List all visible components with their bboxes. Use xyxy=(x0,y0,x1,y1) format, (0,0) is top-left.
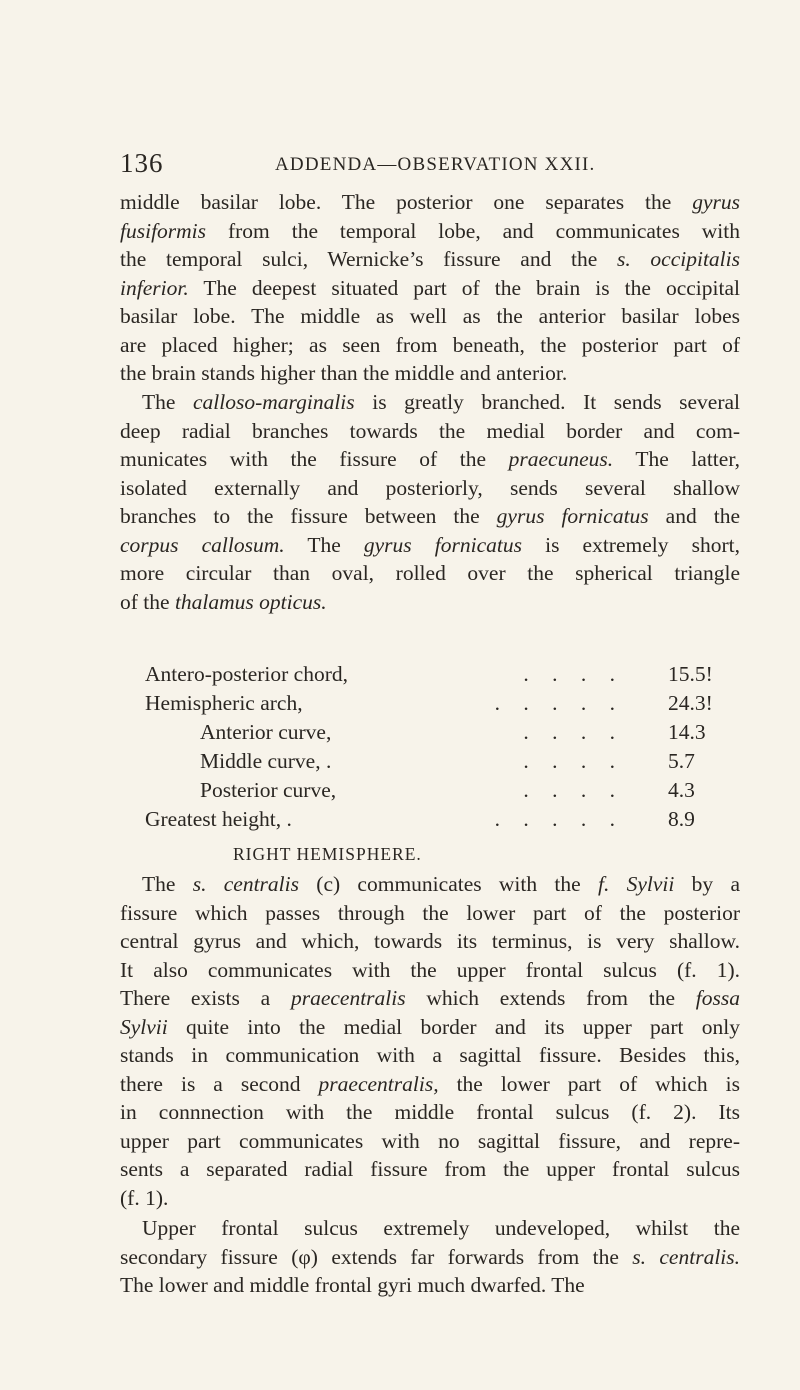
italic-term: gyrus fornicatus xyxy=(363,532,522,557)
text-run: quite into the medial border and its upper part only xyxy=(167,1014,740,1039)
text-run: sents a separated radial fissure from the upper frontal sulcus xyxy=(120,1157,740,1181)
measurement-row xyxy=(145,805,725,834)
measurement-row xyxy=(145,776,725,805)
text-line xyxy=(120,417,740,446)
measurement-value: 5.7 xyxy=(668,749,695,773)
measurement-value: 15.5! xyxy=(668,662,713,686)
text-run: and the xyxy=(648,504,740,528)
text-line xyxy=(120,1184,740,1213)
measurement-label: Posterior curve, xyxy=(200,778,337,802)
dot-leader: . . . . xyxy=(523,662,615,686)
text-run: secondary fissure (φ) extends far forwards from the xyxy=(120,1244,633,1269)
text-run: municates with the fissure of the xyxy=(120,447,509,471)
text-run: the temporal sulci, Wernicke’s fissure and the xyxy=(120,247,617,271)
measurement-row xyxy=(145,660,725,689)
measurement-label: Antero-posterior chord, xyxy=(145,662,348,686)
text-run: are placed higher; as seen from beneath, the posterior part of xyxy=(120,332,740,357)
text-line xyxy=(120,245,740,274)
text-line xyxy=(120,984,740,1013)
measurement-row xyxy=(145,718,725,747)
text-line xyxy=(120,474,740,503)
text-run: (f. 1). xyxy=(120,1185,169,1210)
paragraph-basilar-lobes xyxy=(120,188,740,388)
dot-leader: . . . . xyxy=(523,720,615,744)
text-run: The xyxy=(142,872,193,896)
text-line xyxy=(120,588,740,617)
text-line xyxy=(120,445,740,474)
text-run: by a xyxy=(674,872,741,896)
text-line xyxy=(120,274,740,303)
text-run: Upper frontal sulcus extremely undeveloped, whilst the xyxy=(142,1216,740,1240)
italic-term: s. occipitalis xyxy=(616,247,740,271)
text-run: The deepest situated part of the brain is the occipital xyxy=(188,275,740,300)
text-run: middle basilar lobe. The posterior one separates the xyxy=(120,190,693,214)
text-run: is extremely short, xyxy=(521,532,740,557)
text-line xyxy=(120,1013,740,1042)
italic-term: inferior. xyxy=(120,275,189,300)
text-run: from the temporal lobe, and communicates with xyxy=(206,218,740,243)
paragraph-calloso-marginalis xyxy=(120,388,740,616)
italic-term: praecentralis, xyxy=(318,1071,439,1096)
text-run: which extends from the xyxy=(405,986,696,1010)
text-line xyxy=(120,302,740,331)
text-line xyxy=(120,956,740,985)
dot-leader: . . . . xyxy=(523,778,615,802)
text-line xyxy=(120,559,740,588)
text-run: upper part communicates with no sagittal fissure, and repre- xyxy=(120,1128,740,1153)
text-line xyxy=(120,1098,740,1127)
measurement-value: 24.3! xyxy=(668,691,713,715)
text-run: (c) communicates with the xyxy=(299,872,598,896)
text-line xyxy=(120,1243,740,1272)
text-line xyxy=(120,331,740,360)
text-line xyxy=(120,870,740,899)
measurement-label: Hemispheric arch, xyxy=(145,691,303,715)
page-number: 136 xyxy=(120,148,164,178)
text-line xyxy=(120,1041,740,1070)
text-run: the brain stands higher than the middle and anterior. xyxy=(120,361,568,385)
measurement-label: Anterior curve, xyxy=(200,720,332,744)
text-line xyxy=(120,531,740,560)
text-run: the lower part of which is xyxy=(438,1071,740,1096)
text-run: The xyxy=(142,390,193,414)
text-line xyxy=(120,1127,740,1156)
text-run: there is a second xyxy=(120,1071,319,1096)
italic-term: praecuneus. xyxy=(508,447,614,471)
italic-term: fusiformis xyxy=(120,218,207,243)
text-run: of the xyxy=(120,589,175,614)
text-line xyxy=(120,1271,740,1300)
text-run: fissure which passes through the lower part of the posterior xyxy=(120,900,740,925)
text-line xyxy=(120,388,740,417)
measurement-row xyxy=(145,689,725,718)
italic-term: praecentralis xyxy=(290,986,406,1010)
text-line xyxy=(120,927,740,956)
paragraph-frontal-sulcus xyxy=(120,1214,740,1300)
text-run: The latter, xyxy=(613,447,740,471)
text-line xyxy=(120,188,740,217)
measurement-value: 4.3 xyxy=(668,778,695,802)
italic-term: s. centralis xyxy=(192,872,299,896)
italic-term: s. centralis. xyxy=(632,1244,741,1269)
italic-term: Sylvii xyxy=(120,1014,168,1039)
measurement-table xyxy=(145,660,725,834)
dot-leader: . . . . . xyxy=(494,807,615,831)
text-run: central gyrus and which, towards its terminus, is very shallow. xyxy=(120,929,740,953)
measurement-value: 14.3 xyxy=(668,720,706,744)
section-heading: RIGHT HEMISPHERE. xyxy=(233,844,422,864)
text-run: It also communicates with the upper frontal sulcus (f. 1). xyxy=(120,957,740,982)
text-line xyxy=(120,1214,740,1243)
dot-leader: . . . . xyxy=(523,749,615,773)
measurement-row xyxy=(145,747,725,776)
italic-term: calloso-marginalis xyxy=(193,390,355,414)
page-header xyxy=(120,148,740,178)
text-run: stands in communication with a sagittal fissure. Besides this, xyxy=(120,1043,740,1067)
text-line xyxy=(120,1070,740,1099)
text-line xyxy=(120,359,740,388)
text-run: The xyxy=(284,532,364,557)
paragraph-right-hemisphere xyxy=(120,870,740,1212)
text-line xyxy=(120,1155,740,1184)
dot-leader: . . . . . xyxy=(494,691,615,715)
text-run: The lower and middle frontal gyri much dwarfed. The xyxy=(120,1273,585,1297)
running-head: ADDENDA—OBSERVATION XXII. xyxy=(275,154,596,175)
text-run: deep radial branches towards the medial border and com- xyxy=(120,418,740,443)
italic-term: fossa xyxy=(695,986,740,1010)
measurement-label: Greatest height, . xyxy=(145,807,292,831)
text-run: basilar lobe. The middle as well as the anterior basilar lobes xyxy=(120,304,740,328)
italic-term: gyrus fornicatus xyxy=(496,504,649,528)
text-run: in connnection with the middle frontal sulcus (f. 2). Its xyxy=(120,1100,740,1124)
italic-term: thalamus opticus. xyxy=(174,589,327,614)
text-line xyxy=(120,217,740,246)
italic-term: gyrus xyxy=(692,190,740,214)
text-line xyxy=(120,502,740,531)
measurement-value: 8.9 xyxy=(668,807,695,831)
text-line xyxy=(120,899,740,928)
text-run: more circular than oval, rolled over the spherical triangle xyxy=(120,561,740,585)
text-run: is greatly branched. It sends several xyxy=(354,390,741,414)
text-run: There exists a xyxy=(120,986,291,1010)
text-run: branches to the fissure between the xyxy=(120,504,497,528)
italic-term: f. Sylvii xyxy=(597,872,675,896)
measurement-label: Middle curve, . xyxy=(200,749,332,773)
text-run: isolated externally and posteriorly, sends several shallow xyxy=(120,475,740,500)
italic-term: corpus callosum. xyxy=(120,532,285,557)
